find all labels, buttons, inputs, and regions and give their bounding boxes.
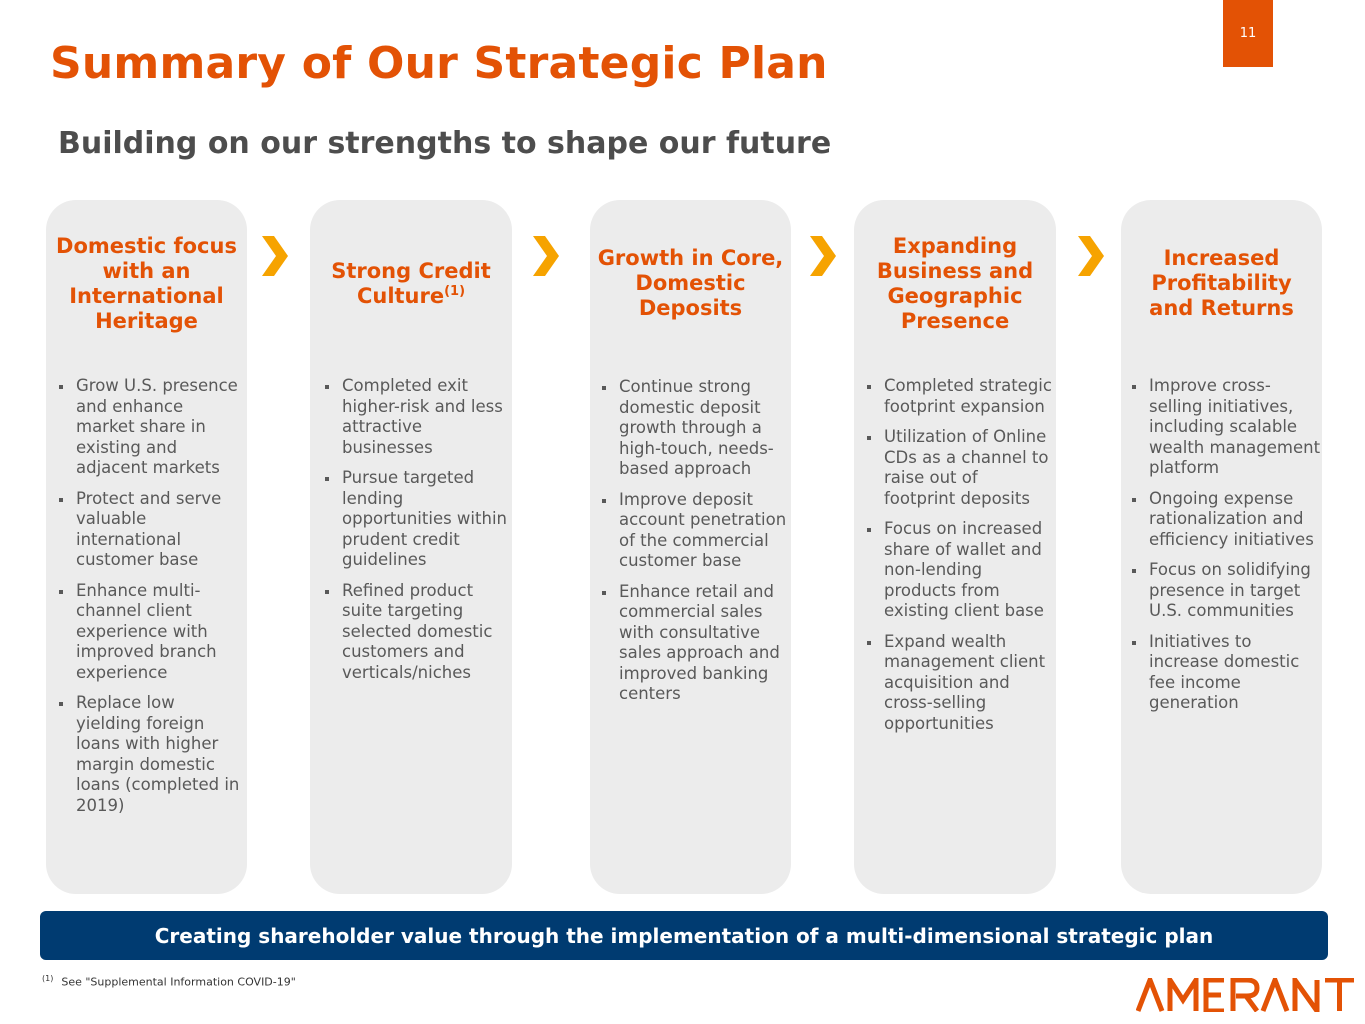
heading-line: Deposits [638,296,743,320]
heading-line: Increased [1163,246,1280,270]
page-number: 11 [1223,0,1273,67]
column-heading [310,259,512,309]
bullet-list [324,376,510,693]
chevron-right-icon [1076,236,1106,276]
heading-line: Geographic [887,284,1023,308]
bullet-item: Focus on increased share of wallet and non-lending products from existing client base [866,519,1054,622]
bullet-item: Continue strong domestic deposit growth through a high-touch, needs-based approach [601,377,789,480]
bullet-item: Completed exit higher-risk and less attractive businesses [324,376,510,458]
bullet-list [1131,376,1321,724]
bullet-item: Initiatives to increase domestic fee income generation [1131,632,1321,714]
bullet-item: Protect and serve valuable international customer base [58,489,243,571]
column-increased-profitability [1121,200,1322,894]
bullet-list [601,377,789,715]
footnote-text: See "Supplemental Information COVID-19" [61,975,296,989]
heading-line: and Returns [1149,296,1294,320]
bullet-item: Improve deposit account penetration of the commercial customer base [601,490,789,572]
bullet-item: Completed strategic footprint expansion [866,376,1054,417]
heading-line: International [69,284,224,308]
chevron-right-icon [531,236,561,276]
heading-line: Business and [876,259,1034,283]
page-title: Summary of Our Strategic Plan [50,38,828,89]
heading-line: Expanding [892,234,1018,258]
heading-line: Domestic focus [56,234,237,258]
chevron-right-icon [808,236,838,276]
heading-line: Growth in Core, [597,246,784,270]
bullet-list [58,376,243,826]
bullet-list [866,376,1054,744]
chevron-right-icon [260,236,290,276]
footnote-marker: (1) [444,284,466,299]
column-strong-credit-culture [310,200,512,894]
column-heading [1121,246,1322,321]
column-domestic-focus [46,200,247,894]
summary-banner: Creating shareholder value through the implementation of a multi-dimensional strategic plan [40,911,1328,960]
footnote-marker: (1) [42,974,54,983]
heading-text: Culture [356,284,445,308]
column-expanding-business [854,200,1056,894]
footnote [42,974,296,989]
column-growth-core-deposits [590,200,791,894]
bullet-item: Expand wealth management client acquisition and cross-selling opportunities [866,632,1054,735]
heading-line: Heritage [95,309,198,333]
amerant-logo-icon [1136,978,1356,1012]
bullet-item: Pursue targeted lending opportunities within prudent credit guidelines [324,468,510,571]
bullet-item: Utilization of Online CDs as a channel to raise out of footprint deposits [866,427,1054,509]
bullet-item: Enhance multi-channel client experience with improved branch experience [58,581,243,684]
bullet-item: Focus on solidifying presence in target U.S. communities [1131,560,1321,622]
heading-line: Strong Credit [331,259,491,283]
bullet-item: Improve cross-selling initiatives, including scalable wealth management platform [1131,376,1321,479]
bullet-item: Refined product suite targeting selected domestic customers and verticals/niches [324,581,510,684]
bullet-item: Ongoing expense rationalization and efficiency initiatives [1131,489,1321,551]
heading-line: with an [102,259,191,283]
bullet-item: Grow U.S. presence and enhance market share in existing and adjacent markets [58,376,243,479]
heading-line: Domestic [635,271,746,295]
heading-line [310,284,512,309]
column-heading [590,246,791,321]
column-heading [854,234,1056,334]
heading-line: Profitability [1151,271,1292,295]
bullet-item: Enhance retail and commercial sales with consultative sales approach and improved banking centers [601,582,789,705]
column-heading [46,234,247,334]
page-subtitle: Building on our strengths to shape our future [58,126,832,161]
heading-line: Presence [900,309,1010,333]
bullet-item: Replace low yielding foreign loans with higher margin domestic loans (completed in 2019) [58,693,243,816]
